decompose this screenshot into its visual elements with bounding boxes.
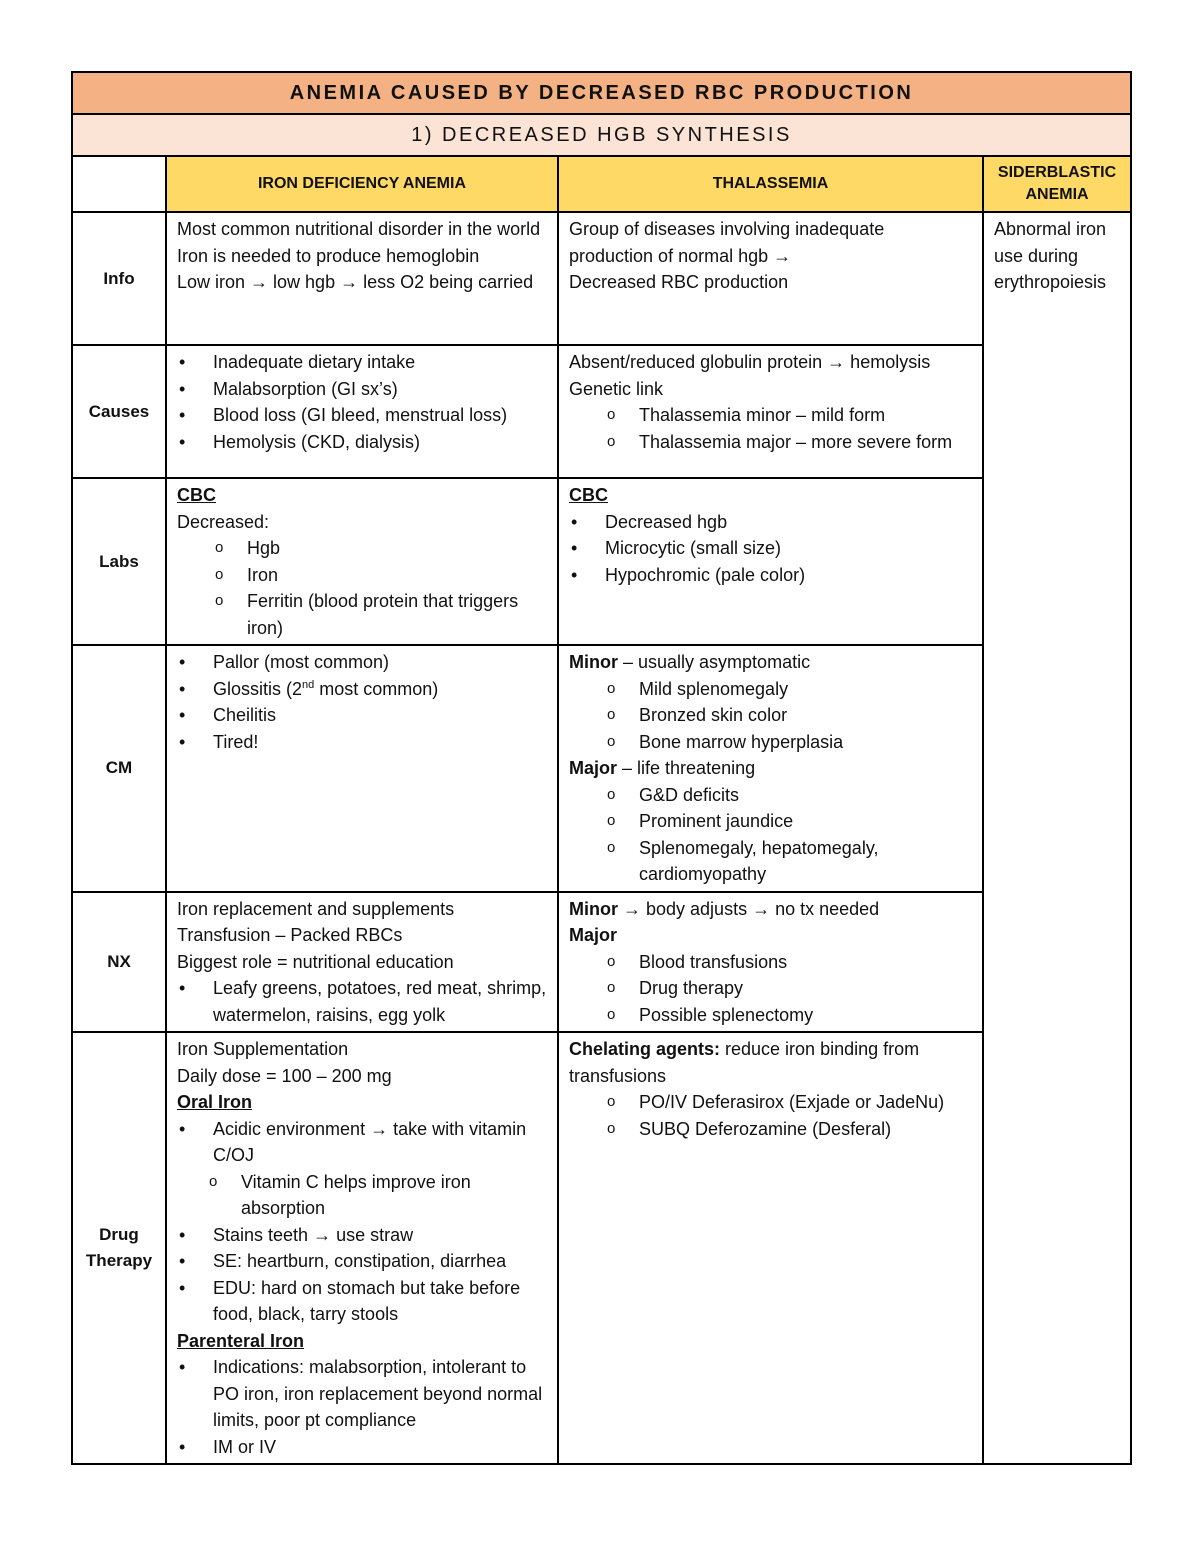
minor-line — [569, 649, 973, 676]
anemia-table — [71, 71, 1132, 1465]
drug-iron-cell — [166, 1032, 558, 1464]
section-subtitle: 1) DECREASED HGB SYNTHESIS — [72, 114, 1131, 156]
labs-iron-cell — [166, 478, 558, 645]
text-line: Absent/reduced globulin protein → hemolysis — [569, 352, 931, 372]
minor-label: Minor — [569, 652, 618, 672]
bullet-list — [177, 1354, 548, 1460]
bullet-list — [177, 1222, 548, 1328]
column-header-iron: IRON DEFICIENCY ANEMIA — [166, 156, 558, 212]
list-item: o Vitamin C helps improve iron absorption — [177, 1169, 548, 1222]
column-header-thalassemia: THALASSEMIA — [558, 156, 983, 212]
cbc-heading: CBC — [177, 485, 216, 505]
list-item: o Hgb — [177, 535, 548, 562]
drug-thal-cell — [558, 1032, 983, 1464]
row-header-info: Info — [72, 212, 166, 345]
glossitis-tail: most common) — [314, 678, 439, 699]
bullet-list — [177, 975, 548, 1028]
minor-text: → body adjusts → no tx needed — [618, 898, 880, 919]
nx-iron-cell — [166, 892, 558, 1033]
labs-thal-cell — [558, 478, 983, 645]
list-item: • SE: heartburn, constipation, diarrhea — [177, 1248, 548, 1275]
list-item: • Cheilitis — [177, 702, 548, 729]
text-line: Transfusion – Packed RBCs — [177, 925, 403, 945]
list-item: • EDU: hard on stomach but take before food, black, tarry stools — [177, 1275, 548, 1328]
cm-iron-cell — [166, 645, 558, 892]
list-item: • Inadequate dietary intake — [177, 349, 548, 376]
causes-thal-cell — [558, 345, 983, 478]
row-header-cm: CM — [72, 645, 166, 892]
sub-list — [569, 949, 973, 1029]
parenteral-iron-heading: Parenteral Iron — [177, 1330, 305, 1351]
sub-list — [569, 782, 973, 888]
table-title: ANEMIA CAUSED BY DECREASED RBC PRODUCTION — [72, 72, 1131, 114]
list-item: o G&D deficits — [569, 782, 973, 809]
sub-list — [177, 535, 548, 641]
minor-label: Minor — [569, 898, 618, 919]
bullet-list — [177, 1116, 548, 1169]
list-item: • Hypochromic (pale color) — [569, 562, 973, 589]
major-line — [569, 755, 973, 782]
sub-list — [177, 1169, 548, 1222]
text-line: Low iron → low hgb → less O2 being carried — [177, 272, 534, 292]
list-item: o SUBQ Deferozamine (Desferal) — [569, 1116, 973, 1143]
chelating-text: reduce iron binding from transfusions — [569, 1039, 920, 1086]
row-header-nx: NX — [72, 892, 166, 1033]
column-header-sideroblastic: SIDERBLASTIC ANEMIA — [983, 156, 1131, 212]
list-item: o Ferritin (blood protein that triggers iron) — [177, 588, 548, 641]
list-item: • Blood loss (GI bleed, menstrual loss) — [177, 402, 548, 429]
list-item: • Malabsorption (GI sx’s) — [177, 376, 548, 403]
text-line: Iron Supplementation — [177, 1039, 349, 1059]
oral-iron-heading: Oral Iron — [177, 1092, 253, 1112]
cbc-heading: CBC — [569, 485, 608, 505]
row-header-drug-therapy: Drug Therapy — [72, 1032, 166, 1464]
list-item: • Leafy greens, potatoes, red meat, shrimp, watermelon, raisins, egg yolk — [177, 975, 548, 1028]
list-item: o Iron — [177, 562, 548, 589]
row-header-causes: Causes — [72, 345, 166, 478]
chelating-label: Chelating agents: — [569, 1039, 721, 1059]
cm-thal-cell — [558, 645, 983, 892]
major-text: – life threatening — [617, 758, 756, 778]
major-label: Major — [569, 758, 618, 778]
sideroblastic-cell — [983, 212, 1131, 1464]
list-item: o Splenomegaly, hepatomegaly, cardiomyopathy — [569, 835, 973, 888]
list-item: • IM or IV — [177, 1434, 548, 1461]
sub-list — [569, 402, 973, 455]
sub-list — [569, 676, 973, 756]
nx-thal-cell — [558, 892, 983, 1033]
list-item: • Decreased hgb — [569, 509, 973, 536]
list-item: o Bone marrow hyperplasia — [569, 729, 973, 756]
list-item: o Mild splenomegaly — [569, 676, 973, 703]
text-line: Iron replacement and supplements — [177, 898, 455, 919]
text-line: Iron is needed to produce hemoglobin — [177, 245, 480, 266]
text-line: Most common nutritional disorder in the world — [177, 219, 541, 239]
bullet-list — [177, 349, 548, 455]
bullet-list — [177, 649, 548, 755]
list-item: • Microcytic (small size) — [569, 535, 973, 562]
list-item: • Acidic environment → take with vitamin C/OJ — [177, 1116, 548, 1169]
minor-text: – usually asymptomatic — [618, 652, 811, 672]
list-item: o Bronzed skin color — [569, 702, 973, 729]
list-item: • Hemolysis (CKD, dialysis) — [177, 429, 548, 456]
info-thal-cell — [558, 212, 983, 345]
row-header-labs: Labs — [72, 478, 166, 645]
info-iron-cell — [166, 212, 558, 345]
text-line: Biggest role = nutritional education — [177, 951, 454, 972]
chelating-line — [569, 1036, 973, 1089]
list-item: o Prominent jaundice — [569, 808, 973, 835]
list-item: • Stains teeth → use straw — [177, 1222, 548, 1249]
list-item: o Thalassemia minor – mild form — [569, 402, 973, 429]
list-item: o Thalassemia major – more severe form — [569, 429, 973, 456]
list-item: o PO/IV Deferasirox (Exjade or JadeNu) — [569, 1089, 973, 1116]
sub-list — [569, 1089, 973, 1142]
text-line: Abnormal iron use during erythropoiesis — [994, 219, 1107, 292]
ordinal-suffix: nd — [302, 678, 315, 691]
text-line: Daily dose = 100 – 200 mg — [177, 1065, 392, 1086]
list-item: o Drug therapy — [569, 975, 973, 1002]
text-line: Decreased RBC production — [569, 272, 789, 292]
major-label: Major — [569, 925, 618, 945]
list-item: o Possible splenectomy — [569, 1002, 973, 1029]
list-item: • Tired! — [177, 729, 548, 756]
text-line: Decreased: — [177, 511, 270, 532]
minor-line — [569, 896, 973, 923]
glossitis-text: Glossitis (2 — [213, 678, 303, 699]
bullet-list — [569, 509, 973, 589]
list-item: • Pallor (most common) — [177, 649, 548, 676]
text-line: Genetic link — [569, 378, 664, 399]
list-item: o Blood transfusions — [569, 949, 973, 976]
list-item — [177, 676, 548, 703]
causes-iron-cell — [166, 345, 558, 478]
list-item: • Indications: malabsorption, intolerant to PO iron, iron replacement beyond normal limits, poor pt compliance — [177, 1354, 548, 1434]
corner-cell — [72, 156, 166, 212]
text-line: Group of diseases involving inadequate production of normal hgb → — [569, 219, 885, 266]
